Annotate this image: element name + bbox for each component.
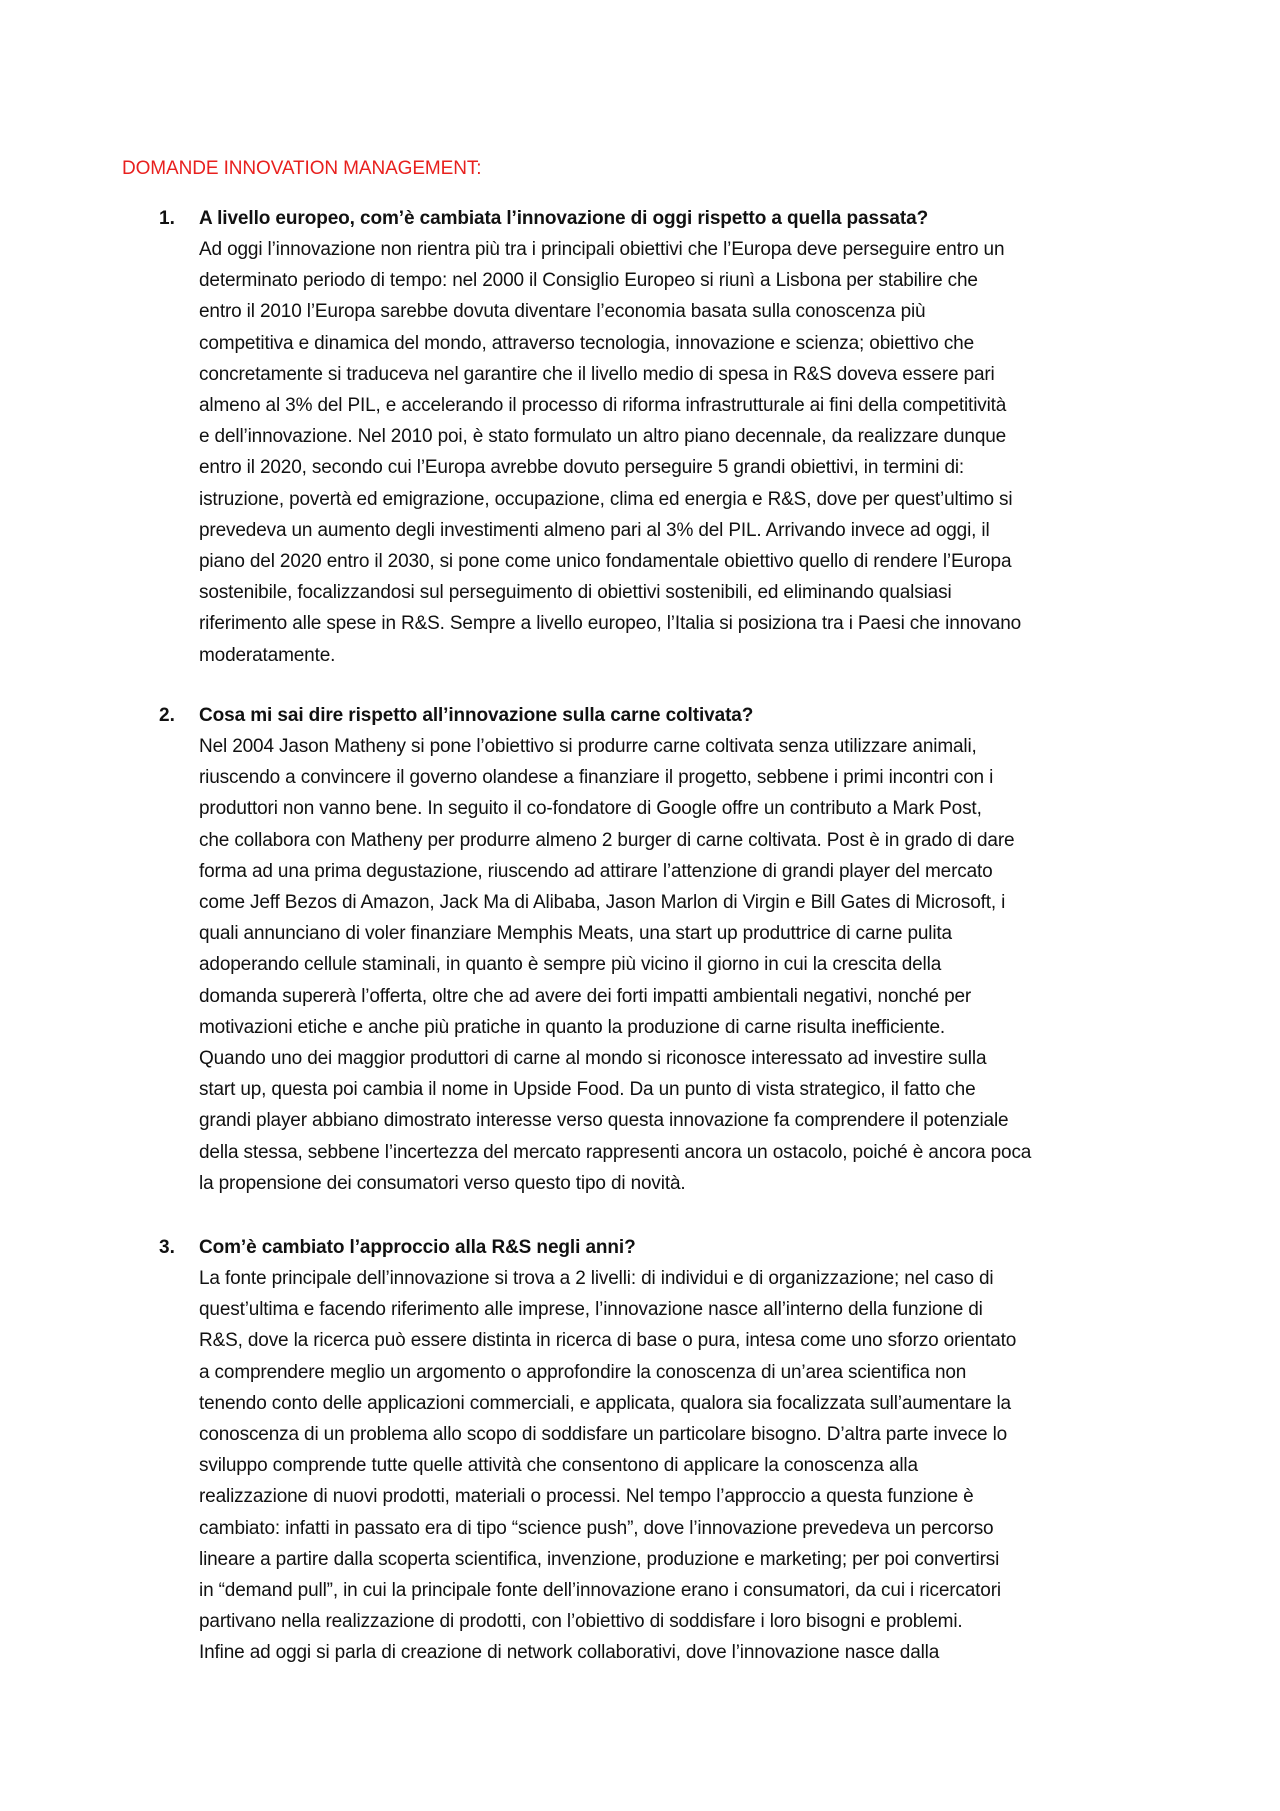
question-number: 1. — [159, 208, 175, 229]
answer-line: almeno al 3% del PIL, e accelerando il processo di riforma infrastrutturale ai fini della competitività — [199, 395, 1007, 417]
answer-line: sostenibile, focalizzandosi sul perseguimento di obiettivi sostenibili, ed eliminando qualsiasi — [199, 582, 952, 604]
document-heading: DOMANDE INNOVATION MANAGEMENT: — [122, 158, 482, 179]
answer-line: cambiato: infatti in passato era di tipo “science push”, dove l’innovazione prevedeva un percorso — [199, 1517, 994, 1539]
answer-line: tenendo conto delle applicazioni commerciali, e applicata, qualora sia focalizzata sull’aumentare la — [199, 1392, 1011, 1414]
answer-line: motivazioni etiche e anche più pratiche in quanto la produzione di carne risulta inefficiente. — [199, 1016, 946, 1038]
answer-paragraph — [199, 731, 1165, 1199]
answer-line: determinato periodo di tempo: nel 2000 il Consiglio Europeo si riunì a Lisbona per stabilire che — [199, 270, 978, 292]
answer-line: della stessa, sebbene l’incertezza del mercato rappresenti ancora un ostacolo, poiché è ancora poca — [199, 1141, 1032, 1163]
answer-line: riferimento alle spese in R&S. Sempre a livello europeo, l’Italia si posiziona tra i Paesi che innovano — [199, 613, 1022, 635]
answer-line: adoperando cellule staminali, in quanto è sempre più vicino il giorno in cui la crescita della — [199, 954, 942, 976]
answer-line: sviluppo comprende tutte quelle attività che consentono di applicare la conoscenza alla — [199, 1455, 918, 1477]
answer-line: lineare a partire dalla scoperta scientifica, invenzione, produzione e marketing; per poi convertirsi — [199, 1548, 1000, 1570]
answer-line: entro il 2020, secondo cui l’Europa avrebbe dovuto perseguire 5 grandi obiettivi, in termini di: — [199, 457, 965, 479]
answer-line: Ad oggi l’innovazione non rientra più tra i principali obiettivi che l’Europa deve perseguire entro un — [199, 239, 1005, 260]
answer-line: prevedeva un aumento degli investimenti almeno pari al 3% del PIL. Arrivando invece ad oggi, il — [199, 519, 990, 541]
answer-line: Quando uno dei maggior produttori di carne al mondo si riconosce interessato ad investire sulla — [199, 1048, 987, 1070]
answer-line: partivano nella realizzazione di prodotti, con l’obiettivo di soddisfare i loro bisogni e problemi. — [199, 1611, 963, 1633]
answer-line: in “demand pull”, in cui la principale fonte dell’innovazione erano i consumatori, da cui i ricercatori — [199, 1580, 1001, 1602]
answer-line: produttori non vanno bene. In seguito il co-fondatore di Google offre un contributo a Mark Post, — [199, 798, 982, 820]
question-number: 2. — [159, 705, 175, 726]
answer-line: concretamente si traduceva nel garantire che il livello medio di spesa in R&S doveva essere pari — [199, 363, 995, 385]
answer-line: La fonte principale dell’innovazione si trova a 2 livelli: di individui e di organizzazione; nel caso di — [199, 1268, 994, 1289]
answer-line: che collabora con Matheny per produrre almeno 2 burger di carne coltivata. Post è in grado di dare — [199, 829, 1015, 851]
answer-line: la propensione dei consumatori verso questo tipo di novità. — [199, 1172, 686, 1194]
answer-line: start up, questa poi cambia il nome in Upside Food. Da un punto di vista strategico, il fatto che — [199, 1079, 976, 1101]
question-title: A livello europeo, com’è cambiata l’innovazione di oggi rispetto a quella passata? — [199, 208, 929, 229]
answer-line: conoscenza di un problema allo scopo di soddisfare un particolare bisogno. D’altra parte invece lo — [199, 1424, 1008, 1446]
answer-line: e dell’innovazione. Nel 2010 poi, è stato formulato un altro piano decennale, da realizzare dunque — [199, 426, 1007, 448]
answer-line: Nel 2004 Jason Matheny si pone l’obiettivo si produrre carne coltivata senza utilizzare animali, — [199, 736, 977, 757]
answer-line: quali annunciano di voler finanziare Memphis Meats, una start up produttrice di carne pulita — [199, 923, 952, 945]
answer-line: piano del 2020 entro il 2030, si pone come unico fondamentale obiettivo quello di rendere l’Europa — [199, 551, 1012, 573]
answer-line: domanda supererà l’offerta, oltre che ad avere dei forti impatti ambientali negativi, nonché per — [199, 985, 972, 1007]
answer-line: realizzazione di nuovi prodotti, materiali o processi. Nel tempo l’approccio a questa funzione è — [199, 1486, 974, 1508]
answer-line: forma ad una prima degustazione, riuscendo ad attirare l’attenzione di grandi player del mercato — [199, 860, 993, 882]
question-title: Com’è cambiato l’approccio alla R&S negli anni? — [199, 1237, 636, 1258]
answer-line: moderatamente. — [199, 644, 336, 666]
answer-line: istruzione, povertà ed emigrazione, occupazione, clima ed energia e R&S, dove per quest’ultimo si — [199, 488, 1013, 510]
answer-line: competitiva e dinamica del mondo, attraverso tecnologia, innovazione e scienza; obiettivo che — [199, 332, 975, 354]
answer-line: Infine ad oggi si parla di creazione di network collaborativi, dove l’innovazione nasce dalla — [199, 1642, 940, 1664]
answer-line: R&S, dove la ricerca può essere distinta in ricerca di base o pura, intesa come uno sforzo orientato — [199, 1330, 1017, 1352]
answer-line: riuscendo a convincere il governo olandese a finanziare il progetto, sebbene i primi incontri con i — [199, 767, 994, 789]
answer-line: come Jeff Bezos di Amazon, Jack Ma di Alibaba, Jason Marlon di Virgin e Bill Gates di Microsoft, i — [199, 892, 1006, 914]
answer-line: quest’ultima e facendo riferimento alle imprese, l’innovazione nasce all’interno della funzione di — [199, 1299, 983, 1321]
answer-line: entro il 2010 l’Europa sarebbe dovuta diventare l’economia basata sulla conoscenza più — [199, 301, 926, 323]
question-title: Cosa mi sai dire rispetto all’innovazione sulla carne coltivata? — [199, 705, 754, 726]
answer-line: grandi player abbiano dimostrato interesse verso questa innovazione fa comprendere il potenziale — [199, 1110, 1009, 1132]
answer-paragraph — [199, 234, 1165, 671]
question-number: 3. — [159, 1237, 175, 1258]
answer-line: a comprendere meglio un argomento o approfondire la conoscenza di un’area scientifica non — [199, 1361, 967, 1383]
answer-paragraph — [199, 1263, 1165, 1669]
